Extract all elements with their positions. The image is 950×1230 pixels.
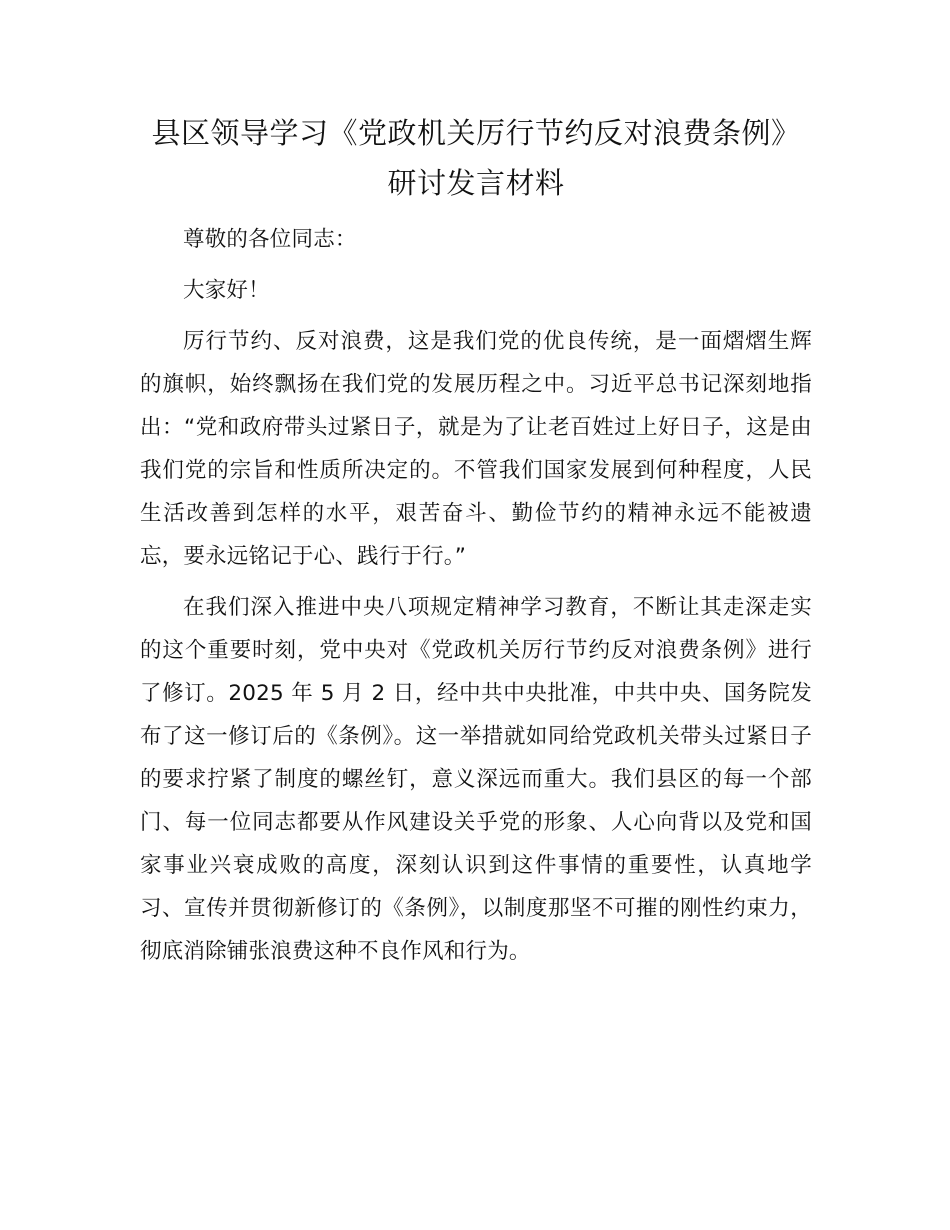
greeting: 大家好！: [183, 278, 270, 303]
body-paragraph: 在我们深入推进中央八项规定精神学习教育，不断让其走深走实的这个重要时刻，党中央对《党政机关厉行节约反对浪费条例》进行了修订。2025 年 5 月 2 日，经中共中央批准，中共中央、国务院发布了这一修订后的《条例》。这一举措就如同给党政机关带头过紧日子的要求拧紧了制度的螺丝钉，意义深远而重大。我们县区的每一个部门、每一位同志都要从作风建设关乎党的形象、人心向背以及党和国家事业兴衰成败的高度，深刻认识到这件事情的重要性，认真地学习、宣传并贯彻新修订的《条例》，以制度那坚不可摧的刚性约束力，彻底消除铺张浪费这种不良作风和行为。: [140, 595, 812, 964]
document-title: 县区领导学习《党政机关厉行节约反对浪费条例》研讨发言材料: [151, 116, 801, 200]
body-paragraph: 厉行节约、反对浪费，这是我们党的优良传统，是一面熠熠生辉的旗帜，始终飘扬在我们党的发展历程之中。习近平总书记深刻地指出：“党和政府带头过紧日子，就是为了让老百姓过上好日子，这是由我们党的宗旨和性质所决定的。不管我们国家发展到何种程度，人民生活改善到怎样的水平，艰苦奋斗、勤俭节约的精神永远不能被遗忘，要永远铭记于心、践行于行。”: [140, 329, 812, 569]
document-body: [140, 108, 812, 981]
salutation: 尊敬的各位同志：: [183, 227, 357, 252]
